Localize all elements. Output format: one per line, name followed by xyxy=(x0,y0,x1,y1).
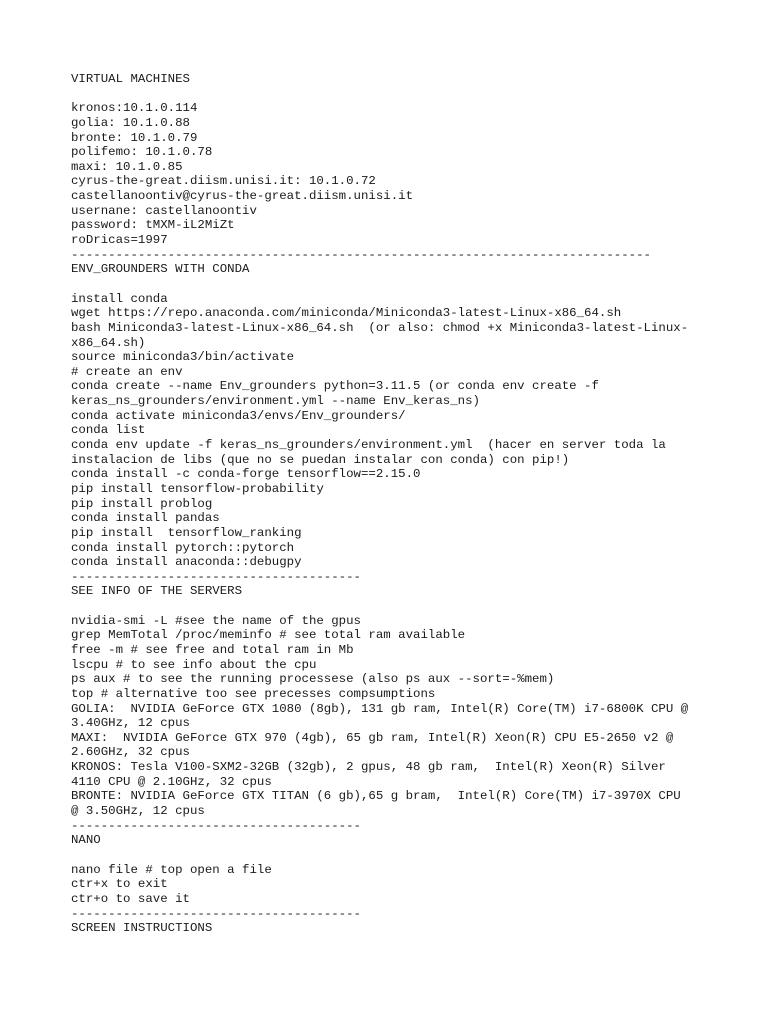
section-divider: --------------------------------------- xyxy=(71,818,361,833)
text-line: roDricas=1997 xyxy=(71,233,168,248)
text-line: install conda xyxy=(71,291,168,306)
text-line: golia: 10.1.0.88 xyxy=(71,115,190,130)
blank-line xyxy=(71,599,711,614)
section-heading: SEE INFO OF THE SERVERS xyxy=(71,584,243,599)
text-line: x86_64.sh) xyxy=(71,335,146,350)
text-line: conda install -c conda-forge tensorflow==2.15.0 xyxy=(71,467,421,482)
blank-line xyxy=(71,848,711,863)
text-line: ctr+x to exit xyxy=(71,877,168,892)
text-line: ps aux # to see the running processese (also ps aux --sort=-%mem) xyxy=(71,672,555,687)
text-line: pip install tensorflow-probability xyxy=(71,481,324,496)
section-heading: VIRTUAL MACHINES xyxy=(71,72,190,86)
text-line: top # alternative too see precesses compsumptions xyxy=(71,686,436,701)
text-line: 4110 CPU @ 2.10GHz, 32 cpus xyxy=(71,774,272,789)
text-line: MAXI: NVIDIA GeForce GTX 970 (4gb), 65 gb ram, Intel(R) Xeon(R) CPU E5-2650 v2 @ xyxy=(71,730,674,745)
text-line: conda activate miniconda3/envs/Env_grounders/ xyxy=(71,408,406,423)
blank-line xyxy=(71,277,711,292)
section-heading: SCREEN INSTRUCTIONS xyxy=(71,921,213,936)
text-line: kronos:10.1.0.114 xyxy=(71,101,198,116)
text-line: bash Miniconda3-latest-Linux-x86_64.sh (or also: chmod +x Miniconda3-latest-Linux- xyxy=(71,320,689,335)
text-line: BRONTE: NVIDIA GeForce GTX TITAN (6 gb),65 g bram, Intel(R) Core(TM) i7-3970X CPU xyxy=(71,789,681,804)
text-line: free -m # see free and total ram in Mb xyxy=(71,642,354,657)
text-line: usernane: castellanoontiv xyxy=(71,203,257,218)
section-divider: --------------------------------------- xyxy=(71,569,361,584)
section-heading: ENV_GROUNDERS WITH CONDA xyxy=(71,262,250,277)
text-line: wget https://repo.anaconda.com/miniconda/Miniconda3-latest-Linux-x86_64.sh xyxy=(71,306,622,321)
text-line: castellanoontiv@cyrus-the-great.diism.unisi.it xyxy=(71,189,414,204)
text-line: conda install anaconda::debugpy xyxy=(71,555,302,570)
text-line: nvidia-smi -L #see the name of the gpus xyxy=(71,613,361,628)
text-line: conda env update -f keras_ns_grounders/environment.yml (hacer en server toda la xyxy=(71,438,666,453)
section-divider: ------------------------------------------------------------------------------ xyxy=(71,247,651,262)
text-line: nano file # top open a file xyxy=(71,862,272,877)
text-line: conda install pytorch::pytorch xyxy=(71,540,295,555)
section-heading: NANO xyxy=(71,833,101,848)
text-line: # create an env xyxy=(71,364,183,379)
text-line: conda create --name Env_grounders python=3.11.5 (or conda env create -f xyxy=(71,379,599,394)
text-line: cyrus-the-great.diism.unisi.it: 10.1.0.72 xyxy=(71,174,376,189)
section-divider: --------------------------------------- xyxy=(71,906,361,921)
text-line: keras_ns_grounders/environment.yml --name Env_keras_ns) xyxy=(71,394,480,409)
text-line: polifemo: 10.1.0.78 xyxy=(71,145,213,160)
text-line: conda install pandas xyxy=(71,511,220,526)
text-line: instalacion de libs (que no se puedan instalar con conda) con pip!) xyxy=(71,452,570,467)
text-line: KRONOS: Tesla V100-SXM2-32GB (32gb), 2 gpus, 48 gb ram, Intel(R) Xeon(R) Silver xyxy=(71,760,666,775)
text-line: conda list xyxy=(71,423,146,438)
text-line: ctr+o to save it xyxy=(71,891,190,906)
document-page xyxy=(71,72,711,936)
text-line: GOLIA: NVIDIA GeForce GTX 1080 (8gb), 131 gb ram, Intel(R) Core(TM) i7-6800K CPU @ xyxy=(71,701,689,716)
text-line: maxi: 10.1.0.85 xyxy=(71,159,183,174)
text-line: password: tMXM-iL2MiZt xyxy=(71,218,235,233)
text-line: @ 3.50GHz, 12 cpus xyxy=(71,804,205,819)
text-line: source miniconda3/bin/activate xyxy=(71,350,295,365)
text-line: 3.40GHz, 12 cpus xyxy=(71,716,190,731)
blank-line xyxy=(71,87,711,102)
text-line: grep MemTotal /proc/meminfo # see total ram available xyxy=(71,628,466,643)
text-line: pip install tensorflow_ranking xyxy=(71,525,302,540)
text-line: bronte: 10.1.0.79 xyxy=(71,130,198,145)
text-line: pip install problog xyxy=(71,496,213,511)
text-line: 2.60GHz, 32 cpus xyxy=(71,745,190,760)
text-line: lscpu # to see info about the cpu xyxy=(71,657,317,672)
